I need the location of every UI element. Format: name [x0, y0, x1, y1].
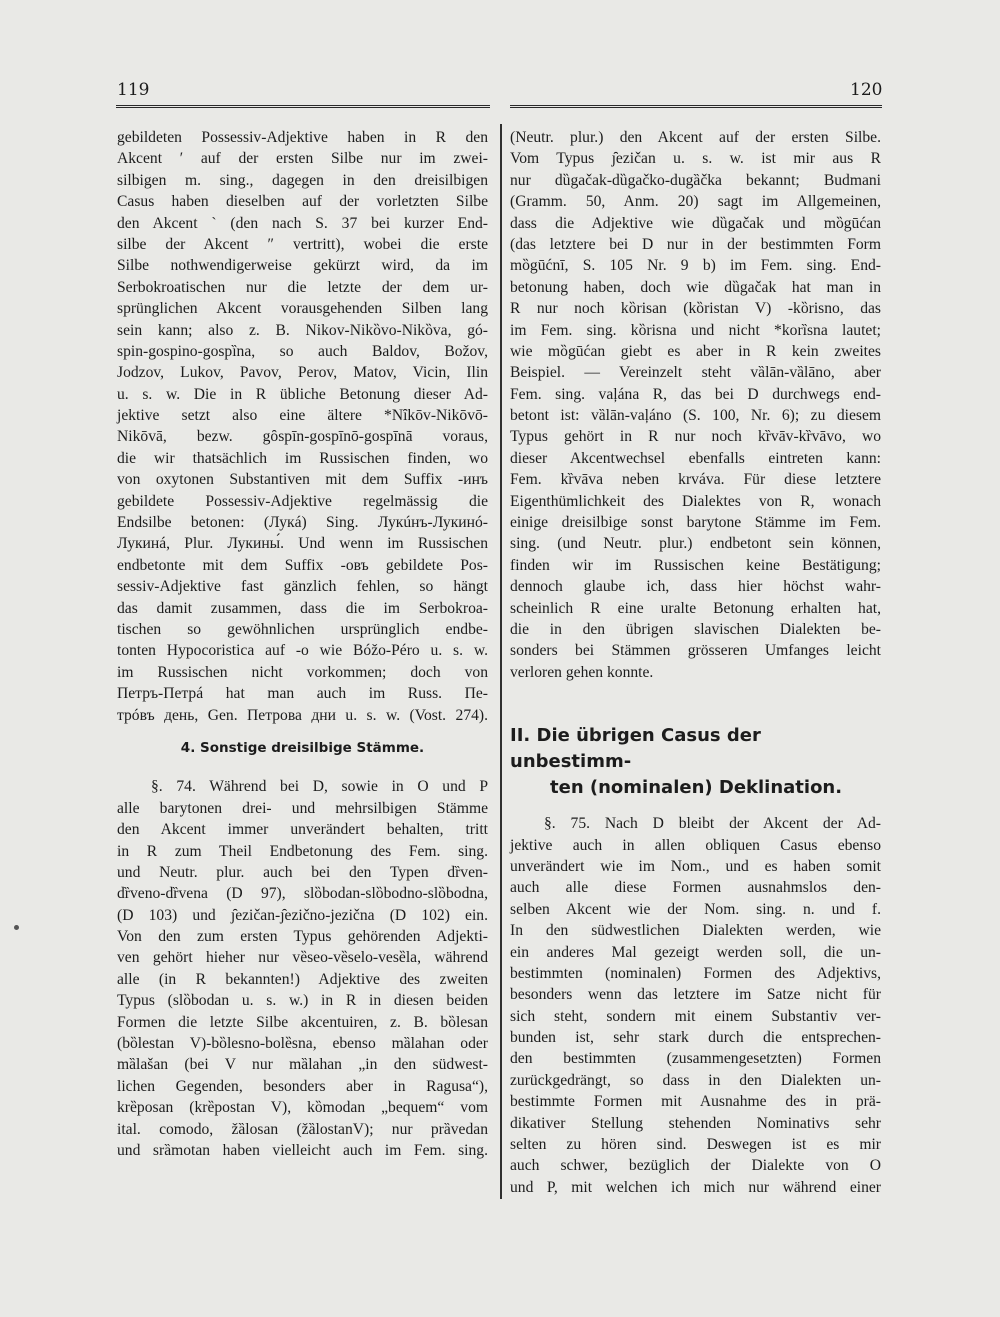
text-line: wie mȍgūćan giebt es aber in R kein zweites: [510, 342, 881, 360]
text-line: Von den zum ersten Typus gehörenden Adjekti-: [117, 928, 488, 946]
text-line: spin-gospino-gospȉna, so auch Baldov, Božov,: [117, 342, 488, 360]
header-rule-left: [116, 105, 490, 108]
text-line: (Neutr. plur.) den Akcent auf der ersten Silbe.: [510, 129, 881, 146]
text-line: auch alle diese Formen ausnahmslos den-: [510, 879, 881, 897]
text-line: Silbe nothwendigerweise gekürzt wird, da im: [117, 257, 488, 275]
text-line: und Neutr. plur. auch bei den Typen dȑven-: [117, 863, 488, 881]
header-rule-right: [510, 105, 882, 108]
text-line: Fem. kȑvāva neben krváva. Für diese letztere: [510, 471, 881, 489]
left-column: [117, 127, 488, 1161]
text-line: In den südwestlichen Dialekten werden, wie: [510, 922, 881, 940]
text-line: dȑveno-dȑvena (D 97), slȍbodan-slȍbodno-slȍbodna,: [117, 885, 488, 903]
text-line: u. s. w. Die in R übliche Betonung dieser Ad-: [117, 385, 488, 403]
text-line: von oxytonen Substantiven mit dem Suffix -инъ: [117, 471, 488, 489]
text-line: alle (in R bekannten!) Adjektive des zweiten: [117, 970, 488, 988]
text-line: Endsilbe betonen: (Лукá) Sing. Лукúнъ-Лукинó-: [117, 514, 488, 532]
page-number-left: 119: [117, 80, 150, 100]
text-line: dass die Adjektive wie dȕgačak und mȍgūćan: [510, 214, 881, 232]
text-line: sein kann; also z. B. Nikov-Nikȍvo-Nikȍva, gó-: [117, 321, 488, 339]
text-line: Akcent ′ auf der ersten Silbe nur im zwei-: [117, 150, 488, 168]
text-line: Serbokroatischen nur die letzte der dem ur-: [117, 278, 488, 296]
text-line: трóвъ день, Gen. Петрова дни u. s. w. (Vost. 274).: [117, 706, 488, 724]
text-line: jektive auch in allen obliquen Casus ebenso: [510, 836, 881, 854]
text-line: Beispiel. — Vereinzelt steht vȁlān-vȁlāno, aber: [510, 364, 881, 382]
text-line: jektive setzt also eine ältere *Nȋkōv-Nikōvō-: [117, 407, 488, 425]
text-line: auch schwer, bezüglich der Dialekte von O: [510, 1157, 881, 1175]
text-line: Vom Typus ȷ̑ezičan u. s. w. ist mir aus R: [510, 150, 881, 168]
right-column: [510, 127, 881, 1198]
text-line: verloren gehen konnte.: [510, 663, 654, 681]
text-line: Fem. sing. vaļána R, das bei D durchwegs end-: [510, 385, 881, 403]
text-line: den Akcent ` (den nach S. 37 bei kurzer End-: [117, 214, 488, 232]
text-line: bunden ist, sehr stark durch die entsprechen-: [510, 1029, 881, 1047]
text-line: Casus haben dieselben auf der vorletzten Silbe: [117, 193, 488, 211]
text-line: Jodzov, Lukov, Pavov, Perov, Matov, Vicin, Ilin: [117, 364, 488, 382]
text-line: sessiv-Adjektive fast gänzlich fehlen, so hängt: [117, 578, 488, 596]
column-divider: [500, 124, 502, 1199]
right-section-heading: [510, 723, 881, 801]
text-line: krȅposan (krȅpostan V), kȍmodan „bequem“ vom: [117, 1099, 488, 1117]
text-line: Петръ-Петрá hat man auch im Russ. Пе-: [117, 685, 488, 703]
text-line: (D 103) und ȷ̑ezičan-ȷ̑ezično-jezična (D 102) ein.: [117, 906, 488, 924]
text-line: §. 74. Während bei D, sowie in O und P: [151, 778, 488, 796]
text-line: gebildete Possessiv-Adjektive regelmässig die: [117, 492, 488, 510]
text-line: den Akcent immer unverändert behalten, tritt: [117, 821, 488, 839]
page-number-right: 120: [850, 80, 883, 100]
text-line: sing. (und Neutr. plur.) endbetont sein können,: [510, 535, 881, 553]
text-line: und srȁmotan haben vielleicht auch im Fem. sing.: [117, 1141, 488, 1159]
text-line: dieser Akcentwechsel ebenfalls eintreten kann:: [510, 449, 881, 467]
text-line: und P, mit welchen ich mich nur während einer: [510, 1178, 881, 1196]
text-line: bestimmte Formen mit Ausnahme des in prä-: [510, 1093, 881, 1111]
text-line: ital. comodo, žȁlosan (žȁlostanV); nur prȁvedan: [117, 1120, 488, 1138]
text-line: (das letztere bei D nur in der bestimmten Form: [510, 235, 881, 253]
text-line: das damit zusammen, dass die im Serbokroa-: [117, 599, 488, 617]
text-line: mȁlašan (bei V nur mȁlahan „in den südwest-: [117, 1056, 488, 1074]
text-line: dikativer Stellung stehenden Nominativs sehr: [510, 1114, 881, 1132]
text-line: Eigenthümlichkeit des Dialektes von R, wonach: [510, 492, 881, 510]
text-line: lichen Gegenden, besonders aber in Ragusa“),: [117, 1077, 488, 1095]
text-line: (bȍlestan V)-bȍlesno-bolȅsna, ebenso mȁlahan oder: [117, 1035, 488, 1053]
left-paragraph-2: [117, 776, 488, 1161]
text-line: §. 75. Nach D bleibt der Akcent der Ad-: [544, 815, 881, 833]
right-paragraph-2: [510, 813, 881, 1198]
text-line: Nikōvā, bezw. gȏspīn-gospīnō-gospīnā voraus,: [117, 428, 488, 446]
text-line: silbe der Akcent ″ vertritt), wobei die erste: [117, 235, 488, 253]
text-line: sonders bei Stämmen grösseren Umfanges leicht: [510, 642, 881, 660]
text-line: nur dȕgačak-dȕgačko-dugȁčka bekannt; Budmani: [510, 171, 881, 189]
text-line: Formen die letzte Silbe akcentuiren, z. B. bȍlesan: [117, 1013, 488, 1031]
right-section-heading-line-1: II. Die übrigen Casus der unbestimm-: [510, 725, 761, 773]
text-line: dennoch glaube ich, dass hier höchst wahr-: [510, 578, 881, 596]
text-line: die in den übrigen slavischen Dialekten be-: [510, 620, 881, 638]
text-line: selten zu hören sind. Deswegen ist es mir: [510, 1136, 881, 1154]
text-line: sprünglichen Akcent vorausgehenden Silben lang: [117, 300, 488, 318]
right-paragraph-1: [510, 127, 881, 683]
right-section-heading-line-2: ten (nominalen) Deklination.: [550, 777, 843, 799]
text-line: zurückgedrängt, so dass in den Dialekten un-: [510, 1071, 881, 1089]
text-line: bestimmten (nominalen) Formen des Adjektivs,: [510, 964, 881, 982]
text-line: die wir thatsächlich im Russischen finden, wo: [117, 449, 488, 467]
text-line: tischen so gewöhnlichen ursprünglich endbe-: [117, 620, 488, 638]
text-line: gebildeten Possessiv-Adjektive haben in R den: [117, 129, 488, 146]
text-line: einige dreisilbige sonst barytone Stämme im Fem.: [510, 514, 881, 532]
text-line: besonders wenn das letztere im Satze nicht für: [510, 986, 881, 1004]
text-line: mȍgūćnī, S. 105 Nr. 9 b) im Fem. sing. End-: [510, 257, 881, 275]
text-line: Typus gehört in R nur noch kȑvāv-kȑvāvo, wo: [510, 428, 881, 446]
text-line: selben Akcent wie der Nom. sing. n. und f.: [510, 900, 881, 918]
text-line: (Gramm. 50, Anm. 20) sagt im Allgemeinen,: [510, 193, 881, 211]
left-section-heading: 4. Sonstige dreisilbige Stämme.: [180, 739, 425, 756]
text-line: finden wir im Russischen keine Bestätigung;: [510, 556, 881, 574]
text-line: unverändert wie im Nom., und es haben somit: [510, 857, 881, 875]
text-line: ein anderes Mal gezeigt werden soll, die un-: [510, 943, 881, 961]
text-line: im Fem. sing. kȍrisna und nicht *korȉsna lautet;: [510, 321, 881, 339]
text-line: in R zum Theil Endbetonung des Fem. sing.: [117, 842, 488, 860]
text-line: endbetonte mit dem Suffix -овъ gebildete Pos-: [117, 556, 488, 574]
text-line: scheinlich R eine uralte Betonung erhalten hat,: [510, 599, 881, 617]
text-line: den bestimmten (zusammengesetzten) Formen: [510, 1050, 881, 1068]
text-line: R nur noch kȍrisan (kȍristan V) -kȍrisno, das: [510, 300, 881, 318]
text-line: betonung haben, doch wie dȕgačak hat man in: [510, 278, 881, 296]
text-line: silbigen m. sing., dagegen in den dreisilbigen: [117, 171, 488, 189]
left-paragraph-1: [117, 127, 488, 726]
text-line: tonten Hypocoristica auf -o wie Bóžo-Péro u. s. w.: [117, 642, 488, 660]
text-line: sich steht, sondern mit einem Substantiv ver-: [510, 1007, 881, 1025]
text-line: Typus (slȍbodan u. s. w.) in R in diesen beiden: [117, 992, 488, 1010]
text-line: ven gehört hieher nur vȅseo-vȅselo-vesȅla, während: [117, 949, 488, 967]
text-line: betont ist: vȁlān-vaļáno (S. 100, Nr. 6); zu diesem: [510, 407, 881, 425]
text-line: im Russischen nicht vorkommen; doch von: [117, 663, 488, 681]
text-line: Лукинá, Plur. Лукины́. Und wenn im Russischen: [117, 535, 488, 553]
text-line: alle barytonen drei- und mehrsilbigen Stämme: [117, 799, 488, 817]
margin-dot: [14, 925, 19, 930]
